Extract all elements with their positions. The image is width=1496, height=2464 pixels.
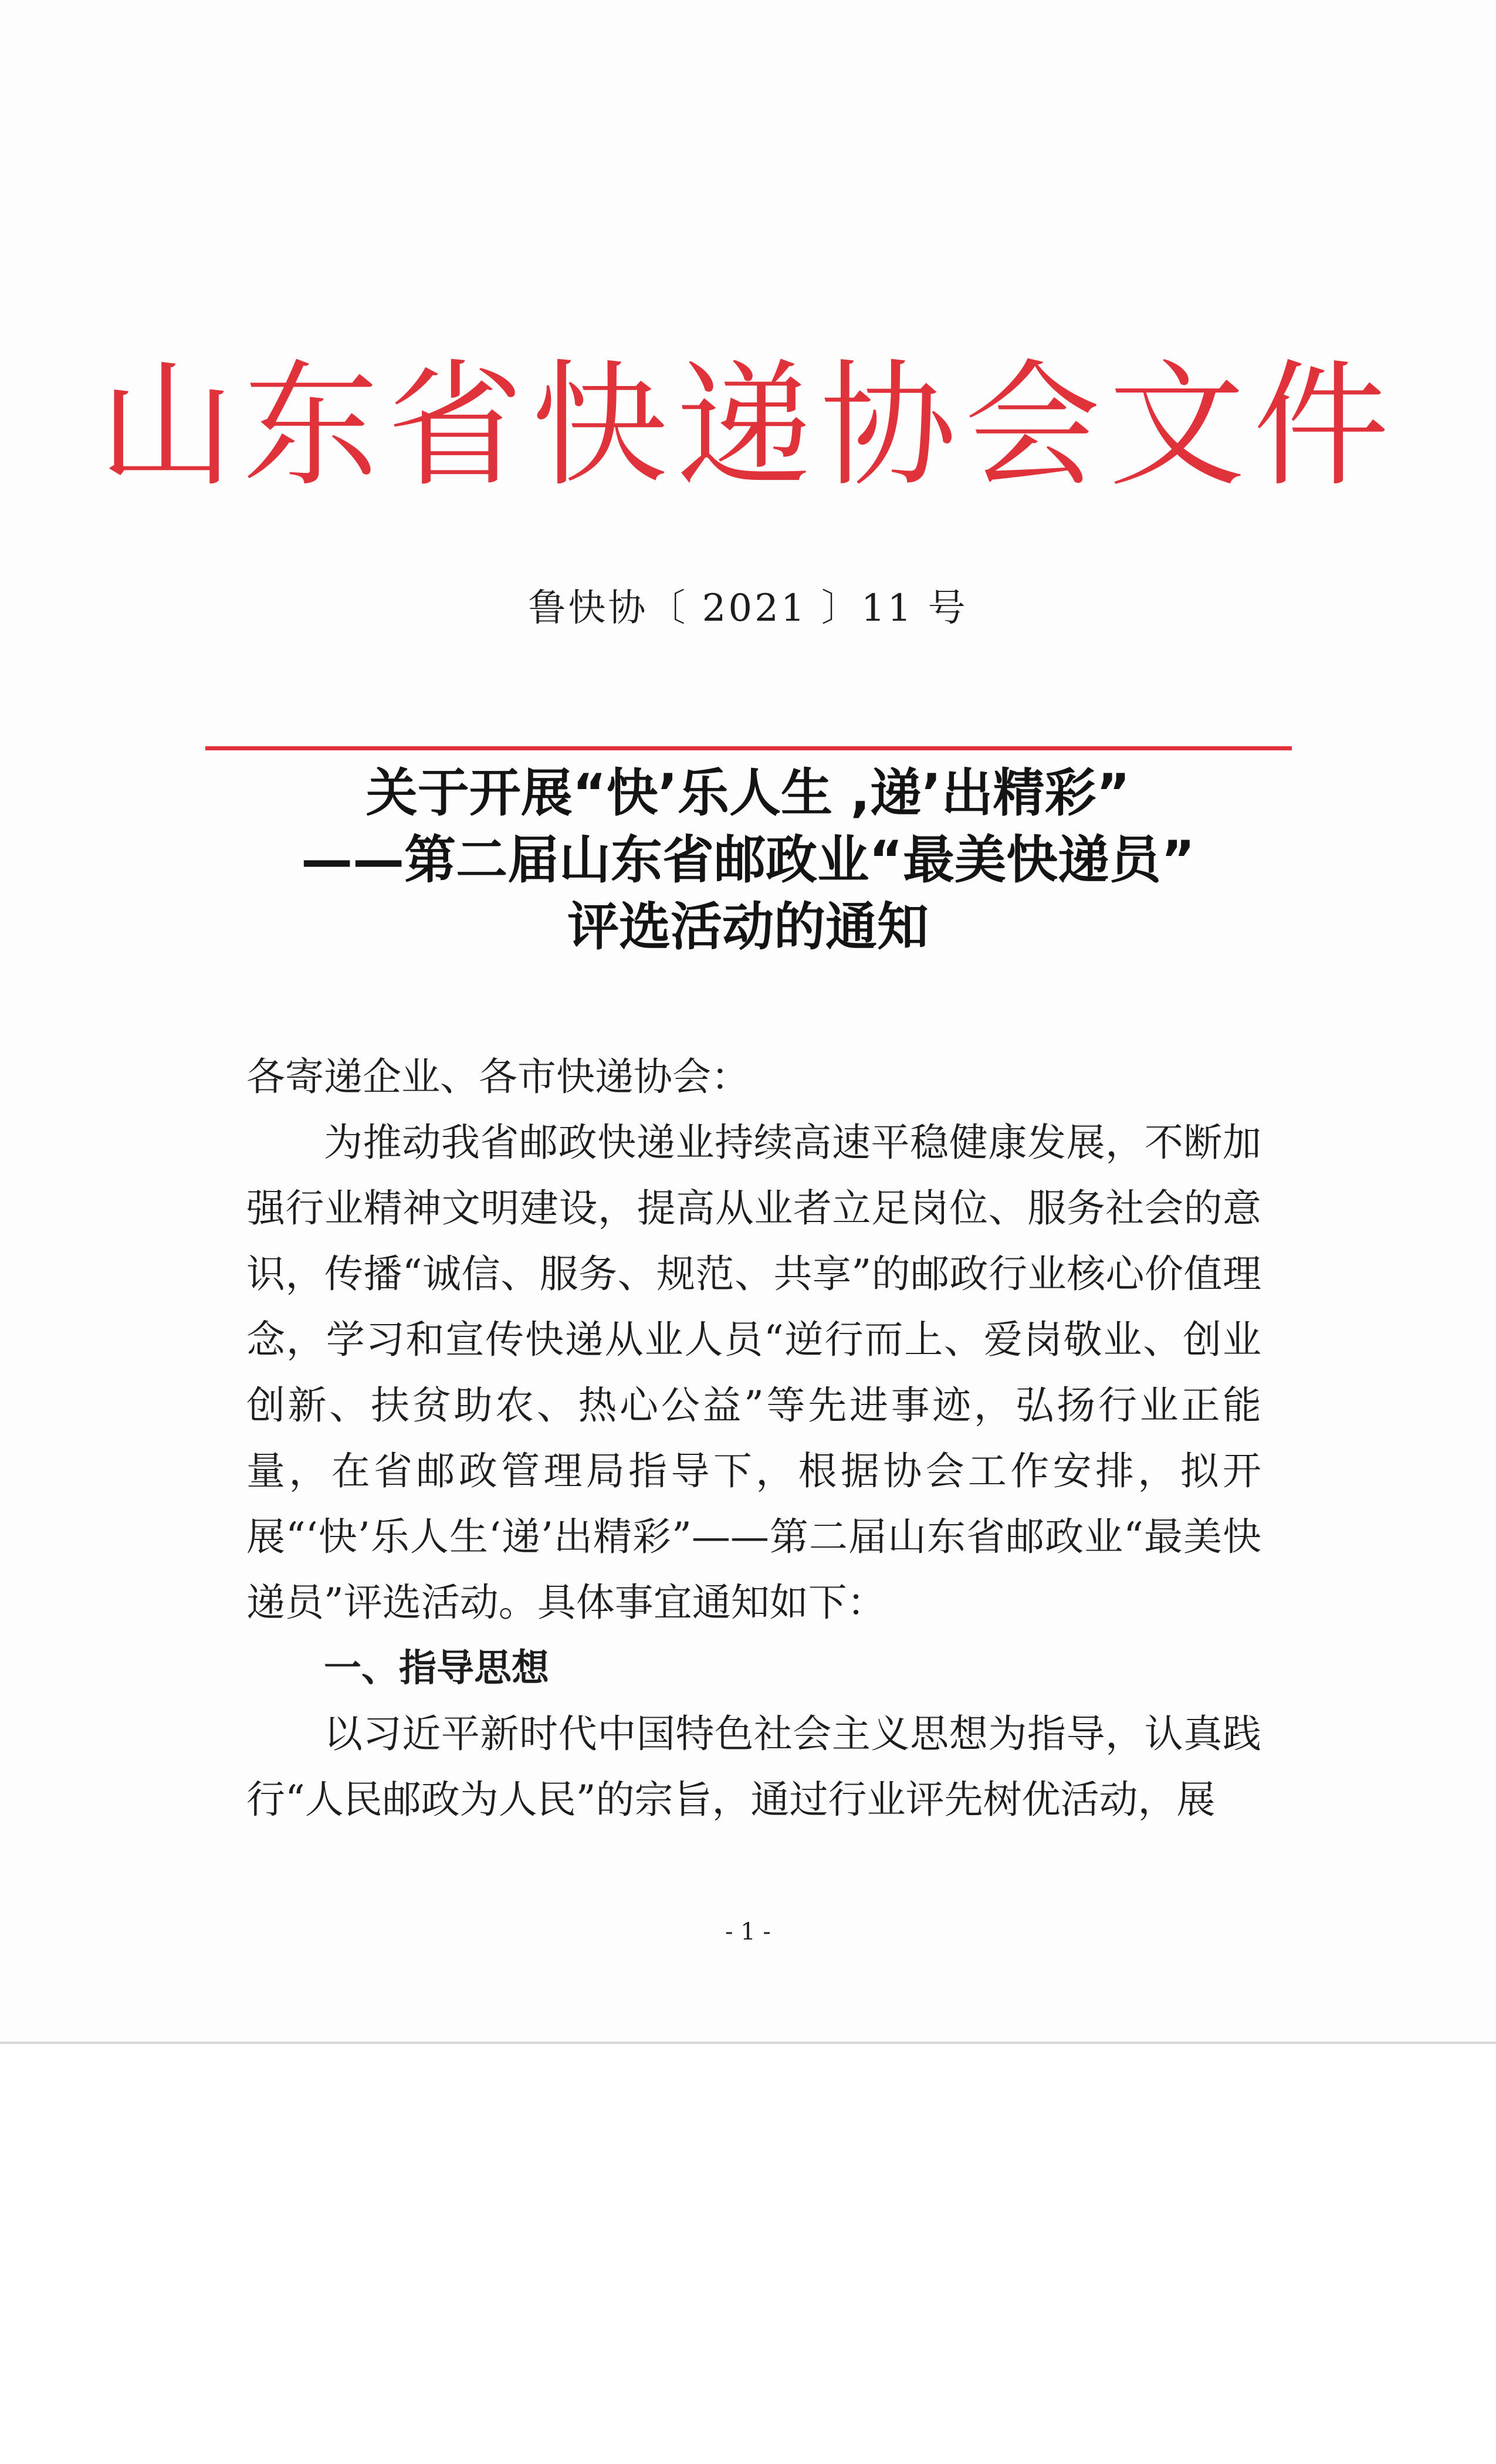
section-heading-1: 一、指导思想 <box>324 1647 549 1690</box>
notice-title-line-1: 关于开展“快’乐人生 ,递’出精彩” <box>365 763 1131 823</box>
salutation: 各寄递企业、各市快递协会： <box>246 1054 750 1099</box>
notice-title-line-2: ——第二届山东省邮政业“最美快递员” <box>301 830 1195 890</box>
document-body <box>246 1044 1261 1833</box>
body-paragraph-2: 以习近平新时代中国特色社会主义思想为指导，认真践行“人民邮政为人民”的宗旨，通过行业评先树优活动，展 <box>246 1711 1261 1822</box>
document-red-header: 山东省快递协会文件 <box>98 347 1397 505</box>
page-number: - 1 - <box>725 1918 771 1945</box>
notice-title <box>0 760 1496 960</box>
notice-title-line-3: 评选活动的通知 <box>567 896 929 957</box>
document-number: 鲁快协〔 2021 〕11 号 <box>528 587 968 630</box>
body-paragraph-1: 为推动我省邮政快递业持续高速平稳健康发展，不断加强行业精神文明建设，提高从业者立足岗位、服务社会的意识，传播“诚信、服务、规范、共享”的邮政行业核心价值理念，学习和宣传快递从业人员“逆行而上、爱岗敬业、创业创新、扶贫助农、热心公益”等先进事迹，弘扬行业正能量，在省邮政管理局指导下，根据协会工作安排，拟开展“‘快’乐人生‘递’出精彩”——第二届山东省邮政业“最美快递员”评选活动。具体事宜通知如下： <box>246 1120 1261 1625</box>
scan-page-edge <box>0 2042 1496 2044</box>
red-divider-line <box>205 746 1292 750</box>
